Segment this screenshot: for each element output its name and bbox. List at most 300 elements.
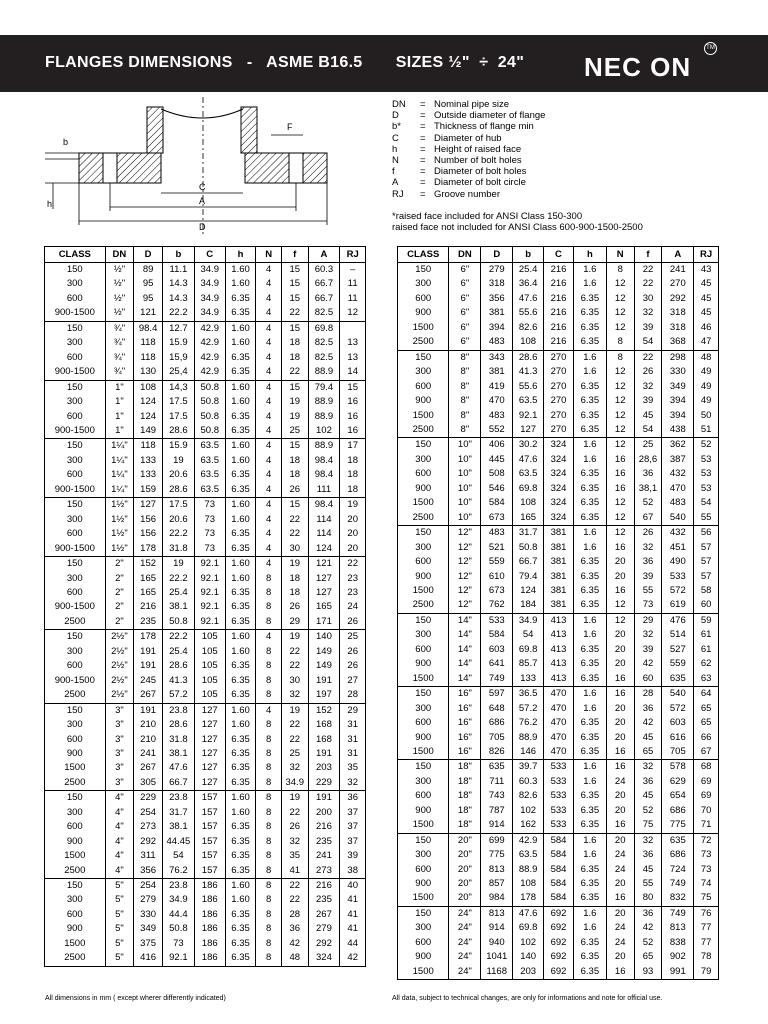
table-cell: 157 (194, 791, 225, 806)
table-cell: 16 (606, 687, 634, 702)
table-cell: 20 (606, 555, 634, 569)
table-cell: 1.6 (573, 921, 606, 935)
table-cell: 22 (281, 893, 308, 907)
table-cell: 1.60 (225, 718, 256, 732)
table-cell: 133 (134, 468, 163, 482)
table-cell: 12 (606, 292, 634, 306)
table-cell: 28 (281, 908, 308, 922)
table-row (398, 335, 719, 350)
table-cell: 6.35 (573, 965, 606, 980)
table-cell: 65 (694, 702, 719, 716)
table-cell: 533 (544, 818, 574, 833)
table-cell: 203 (513, 965, 544, 980)
table-cell: 300 (398, 848, 449, 862)
table-row (45, 306, 366, 321)
legend-desc: Outside diameter of flange (434, 110, 546, 122)
table-cell: 991 (662, 965, 694, 980)
table-cell: 1.60 (225, 454, 256, 468)
table-cell: 300 (398, 453, 449, 467)
table-cell: 324 (544, 511, 574, 526)
table-cell: 483 (481, 409, 513, 423)
table-cell: 20 (340, 542, 366, 557)
table-cell: 20 (606, 657, 634, 671)
table-cell: 18 (281, 454, 308, 468)
table-cell: 63.5 (194, 439, 225, 454)
table-cell: 210 (134, 718, 163, 732)
table-cell: 26 (340, 615, 366, 630)
table-cell: 438 (662, 423, 694, 438)
table-cell: 82.6 (513, 789, 544, 803)
table-cell: 584 (481, 496, 513, 510)
table-cell: 900-1500 (45, 674, 106, 688)
table-cell: 157 (194, 835, 225, 849)
table-cell: 34.9 (194, 292, 225, 306)
table-cell: 476 (662, 613, 694, 628)
table-cell: 699 (481, 833, 513, 848)
table-cell: 15 (281, 498, 308, 513)
table-cell: 2500 (398, 423, 449, 438)
table-cell: 49 (694, 394, 719, 408)
table-cell: 6.35 (225, 659, 256, 673)
table-cell: 235 (134, 615, 163, 630)
table-cell: 4 (256, 513, 282, 527)
table-cell: 63.5 (513, 394, 544, 408)
table-row (45, 703, 366, 718)
table-cell: 18 (281, 336, 308, 350)
table-cell: 6.35 (573, 716, 606, 730)
table-cell: 6.35 (573, 482, 606, 496)
table-cell: 25,4 (162, 365, 194, 380)
table-cell: 8 (256, 922, 282, 936)
table-row (45, 321, 366, 336)
table-cell: 73 (194, 513, 225, 527)
table-cell: 3" (105, 703, 134, 718)
table-cell: 616 (662, 731, 694, 745)
table-cell: 311 (134, 849, 163, 863)
table-cell: 191 (308, 747, 340, 761)
table-cell: 30.2 (513, 438, 544, 453)
table-cell: 300 (398, 775, 449, 789)
table-cell: 914 (481, 818, 513, 833)
table-row (398, 643, 719, 657)
table-cell: 20 (606, 804, 634, 818)
table-row (45, 674, 366, 688)
table-cell: 6" (449, 306, 481, 320)
table-cell: 1.6 (573, 702, 606, 716)
table-cell: 416 (134, 951, 163, 966)
table-cell: 28.6 (162, 659, 194, 673)
table-cell (340, 321, 366, 336)
table-cell: 6" (449, 321, 481, 335)
table-cell: 58 (694, 584, 719, 598)
table-cell: 216 (544, 292, 574, 306)
table-cell: 4 (256, 527, 282, 541)
table-cell: 102 (513, 936, 544, 950)
table-cell: 105 (194, 630, 225, 645)
table-cell: 600 (398, 863, 449, 877)
table-cell: 451 (662, 541, 694, 555)
table-cell: 79 (694, 965, 719, 980)
table-cell: 150 (45, 557, 106, 572)
table-cell: 42.9 (194, 365, 225, 380)
table-cell: 150 (45, 498, 106, 513)
table-row (398, 555, 719, 569)
table-cell: 28,6 (634, 453, 662, 467)
table-cell: 18 (281, 468, 308, 482)
table-row (398, 628, 719, 642)
table-cell: 57 (694, 555, 719, 569)
table-row (45, 410, 366, 424)
table-cell: 600 (398, 380, 449, 394)
column-header: h (225, 247, 256, 263)
table-cell: 27 (340, 674, 366, 688)
table-cell: 42.9 (513, 833, 544, 848)
table-cell: 140 (308, 630, 340, 645)
table-cell: 15 (281, 380, 308, 395)
table-cell: 483 (481, 526, 513, 541)
legend-desc: Thickness of flange min (434, 121, 534, 133)
table-cell: 36 (281, 922, 308, 936)
table-row (45, 776, 366, 791)
table-cell: 1.60 (225, 498, 256, 513)
table-cell: 13 (340, 336, 366, 350)
footer-note-right: All data, subject to technical changes, are only for informations and note for official use. (392, 995, 663, 1002)
table-cell: 168 (308, 733, 340, 747)
table-cell: 165 (513, 511, 544, 526)
table-row (45, 908, 366, 922)
table-row (45, 424, 366, 439)
table-cell: 270 (544, 380, 574, 394)
table-cell: 19 (281, 395, 308, 409)
table-cell: 300 (45, 395, 106, 409)
table-cell: 146 (513, 745, 544, 760)
table-cell: 55 (634, 584, 662, 598)
table-cell: 1.60 (225, 879, 256, 894)
table-cell: 6.35 (225, 542, 256, 557)
table-cell: 235 (308, 835, 340, 849)
legend-equals: = (420, 121, 426, 133)
table-cell: 38,1 (634, 482, 662, 496)
table-row (45, 277, 366, 291)
table-cell: 79.4 (308, 380, 340, 395)
table-cell: 30 (634, 292, 662, 306)
table-cell: 1.6 (573, 263, 606, 278)
table-cell: 157 (194, 864, 225, 879)
table-cell: 29 (634, 613, 662, 628)
table-cell: ¾" (105, 351, 134, 365)
table-cell: 85.7 (513, 657, 544, 671)
table-cell: 49 (694, 365, 719, 379)
table-cell: 20" (449, 891, 481, 906)
table-cell: 5" (105, 893, 134, 907)
table-cell: 600 (45, 820, 106, 834)
table-cell: 508 (481, 467, 513, 481)
table-row (45, 791, 366, 806)
table-cell: 4 (256, 557, 282, 572)
table-cell: 150 (45, 321, 106, 336)
table-cell: 4 (256, 498, 282, 513)
table-cell: 6.35 (573, 950, 606, 964)
table-cell: 18 (340, 483, 366, 498)
table-cell: 140 (513, 950, 544, 964)
logo-text: NEC ON (584, 52, 692, 82)
table-cell: 2500 (45, 951, 106, 966)
table-cell: 6.35 (225, 820, 256, 834)
table-cell: 387 (662, 453, 694, 467)
table-cell: 6.35 (573, 936, 606, 950)
table-cell: 413 (544, 613, 574, 628)
table-cell: 35 (281, 849, 308, 863)
table-cell: 30 (281, 542, 308, 557)
table-cell: 6.35 (573, 335, 606, 350)
table-cell: 6.35 (225, 747, 256, 761)
table-cell: 300 (45, 718, 106, 732)
table-cell: 13 (340, 351, 366, 365)
footer-note-left: All dimensions in mm ( except wherer differently indicated) (45, 995, 226, 1002)
table-cell: 521 (481, 541, 513, 555)
table-cell: 38 (340, 864, 366, 879)
table-cell: 216 (544, 277, 574, 291)
table-cell: 18" (449, 789, 481, 803)
table-row (45, 395, 366, 409)
table-cell: 8 (606, 335, 634, 350)
table-cell: 216 (544, 306, 574, 320)
table-cell: 324 (544, 467, 574, 481)
table-cell: 300 (398, 365, 449, 379)
table-cell: 41 (340, 922, 366, 936)
table-cell: 1168 (481, 965, 513, 980)
table-cell: 118 (134, 351, 163, 365)
table-cell: 6.35 (225, 365, 256, 380)
label-c: C (199, 182, 206, 192)
legend-desc: Diameter of bolt circle (434, 177, 526, 189)
column-header: C (194, 247, 225, 263)
table-cell: 45 (694, 277, 719, 291)
table-cell: 77 (694, 921, 719, 935)
table-cell: 8" (449, 423, 481, 438)
table-cell: 10" (449, 511, 481, 526)
table-cell: 619 (662, 598, 694, 613)
table-cell: 72 (694, 833, 719, 848)
table-row (398, 965, 719, 980)
table-cell: 600 (45, 292, 106, 306)
table-row (45, 645, 366, 659)
table-cell: 2500 (45, 864, 106, 879)
table-cell: 23.8 (162, 791, 194, 806)
table-cell: 171 (308, 615, 340, 630)
table-cell: 105 (194, 659, 225, 673)
table-cell: 600 (45, 659, 106, 673)
legend-row (392, 121, 752, 132)
table-cell: 692 (544, 936, 574, 950)
table-cell: 61 (694, 643, 719, 657)
table-row (398, 598, 719, 613)
table-cell: 6.35 (573, 496, 606, 510)
table-cell: 34.9 (281, 776, 308, 791)
table-cell: 157 (194, 820, 225, 834)
table-cell: 36 (634, 467, 662, 481)
table-row (45, 542, 366, 557)
table-cell: 4 (256, 542, 282, 557)
table-cell: 6.35 (225, 674, 256, 688)
table-row (398, 380, 719, 394)
table-cell: 984 (481, 891, 513, 906)
label-d: D (199, 222, 206, 232)
header-bar (0, 35, 768, 92)
table-cell: 12" (449, 526, 481, 541)
table-cell: 2" (105, 557, 134, 572)
table-cell: 572 (662, 702, 694, 716)
table-cell: 1¼" (105, 483, 134, 498)
table-cell: 692 (544, 950, 574, 964)
table-cell: 203 (308, 761, 340, 775)
table-cell: 216 (134, 600, 163, 614)
table-cell: 324 (544, 438, 574, 453)
table-cell: 8 (256, 586, 282, 600)
table-cell: 47.6 (162, 761, 194, 775)
table-cell: 762 (481, 598, 513, 613)
table-cell: 14.3 (162, 292, 194, 306)
table-cell: 6.35 (225, 849, 256, 863)
table-cell: 241 (134, 747, 163, 761)
table-cell: 584 (481, 628, 513, 642)
table-cell: 11 (340, 277, 366, 291)
table-cell: 16" (449, 702, 481, 716)
table-cell: 11.1 (162, 263, 194, 278)
table-cell: 4" (105, 820, 134, 834)
table-cell: 6.35 (573, 818, 606, 833)
table-row (398, 789, 719, 803)
table-cell: 8" (449, 394, 481, 408)
table-cell: 419 (481, 380, 513, 394)
table-cell: 349 (662, 380, 694, 394)
table-cell: 900 (398, 877, 449, 891)
table-cell: 55.6 (513, 306, 544, 320)
table-cell: 127 (194, 733, 225, 747)
table-row (45, 849, 366, 863)
table-cell: 3" (105, 718, 134, 732)
table-cell: 77 (694, 936, 719, 950)
table-row (398, 263, 719, 278)
table-row (398, 584, 719, 598)
table-cell: 57 (694, 541, 719, 555)
table-cell: 20" (449, 863, 481, 877)
table-cell: 24" (449, 965, 481, 980)
column-header: RJ (340, 247, 366, 263)
table-cell: 6.35 (225, 468, 256, 482)
table-cell: 394 (481, 321, 513, 335)
table-cell: 71 (694, 818, 719, 833)
table-cell: 15 (281, 321, 308, 336)
table-cell: 8 (256, 733, 282, 747)
table-cell: 1.6 (573, 775, 606, 789)
table-cell: 300 (398, 702, 449, 716)
table-cell: 4 (256, 468, 282, 482)
table-cell: 292 (662, 292, 694, 306)
table-cell: 216 (308, 820, 340, 834)
table-cell: 6.35 (225, 951, 256, 966)
table-cell: 270 (544, 350, 574, 365)
table-cell: 267 (308, 908, 340, 922)
table-cell: 641 (481, 657, 513, 671)
table-cell: 73 (694, 848, 719, 862)
legend-abbr: RJ (392, 188, 404, 200)
table-cell: 63.5 (513, 848, 544, 862)
table-cell: 2" (105, 600, 134, 614)
table-cell: 1500 (45, 937, 106, 951)
table-cell: 902 (662, 950, 694, 964)
table-cell: 5" (105, 951, 134, 966)
table-cell: 540 (662, 687, 694, 702)
legend-row (392, 189, 752, 200)
table-cell: 6.35 (225, 483, 256, 498)
table-cell: 300 (45, 806, 106, 820)
table-cell: 4" (105, 806, 134, 820)
table-row (45, 365, 366, 380)
table-cell: 16 (340, 410, 366, 424)
table-cell: 98.4 (134, 321, 163, 336)
table-cell: 1.6 (573, 541, 606, 555)
table-row (398, 321, 719, 335)
table-cell: 600 (45, 733, 106, 747)
table-cell: 1.6 (573, 365, 606, 379)
table-cell: 51 (694, 423, 719, 438)
table-row (45, 747, 366, 761)
table-cell: 127 (194, 776, 225, 791)
table-cell: 88.9 (308, 395, 340, 409)
table-cell: 69.8 (513, 482, 544, 496)
table-cell: 102 (513, 804, 544, 818)
table-row (45, 454, 366, 468)
table-cell: 8" (449, 350, 481, 365)
table-cell: 23 (340, 586, 366, 600)
table-cell: 6.35 (573, 467, 606, 481)
table-cell: 118 (134, 336, 163, 350)
table-cell: 813 (662, 921, 694, 935)
table-cell: 14" (449, 672, 481, 687)
table-row (398, 482, 719, 496)
table-cell: 6.35 (573, 321, 606, 335)
table-cell: 324 (544, 453, 574, 467)
table-cell: 19 (281, 557, 308, 572)
table-cell: 31 (340, 718, 366, 732)
table-cell: 114 (308, 527, 340, 541)
legend-equals: = (420, 110, 426, 122)
table-cell: 673 (481, 511, 513, 526)
table-cell: 4 (256, 703, 282, 718)
table-cell: 705 (662, 745, 694, 760)
table-row (398, 277, 719, 291)
table-cell: 711 (481, 775, 513, 789)
table-cell: ¾" (105, 365, 134, 380)
table-cell: 66.7 (308, 292, 340, 306)
table-cell: 34.9 (162, 893, 194, 907)
table-cell: 38.1 (162, 820, 194, 834)
table-cell: 26 (634, 365, 662, 379)
table-cell: 686 (481, 716, 513, 730)
table-cell: 1041 (481, 950, 513, 964)
table-cell: 1.60 (225, 557, 256, 572)
table-cell: 4 (256, 395, 282, 409)
note-line: raised face not included for ANSI Class 600-900-1500-2500 (392, 222, 643, 234)
table-cell: 6.35 (573, 306, 606, 320)
table-cell: 114 (308, 513, 340, 527)
table-cell: 483 (481, 335, 513, 350)
table-cell: 18 (340, 454, 366, 468)
flange-diagram (35, 97, 380, 242)
table-cell: 88.9 (308, 439, 340, 454)
table-cell: 578 (662, 760, 694, 775)
